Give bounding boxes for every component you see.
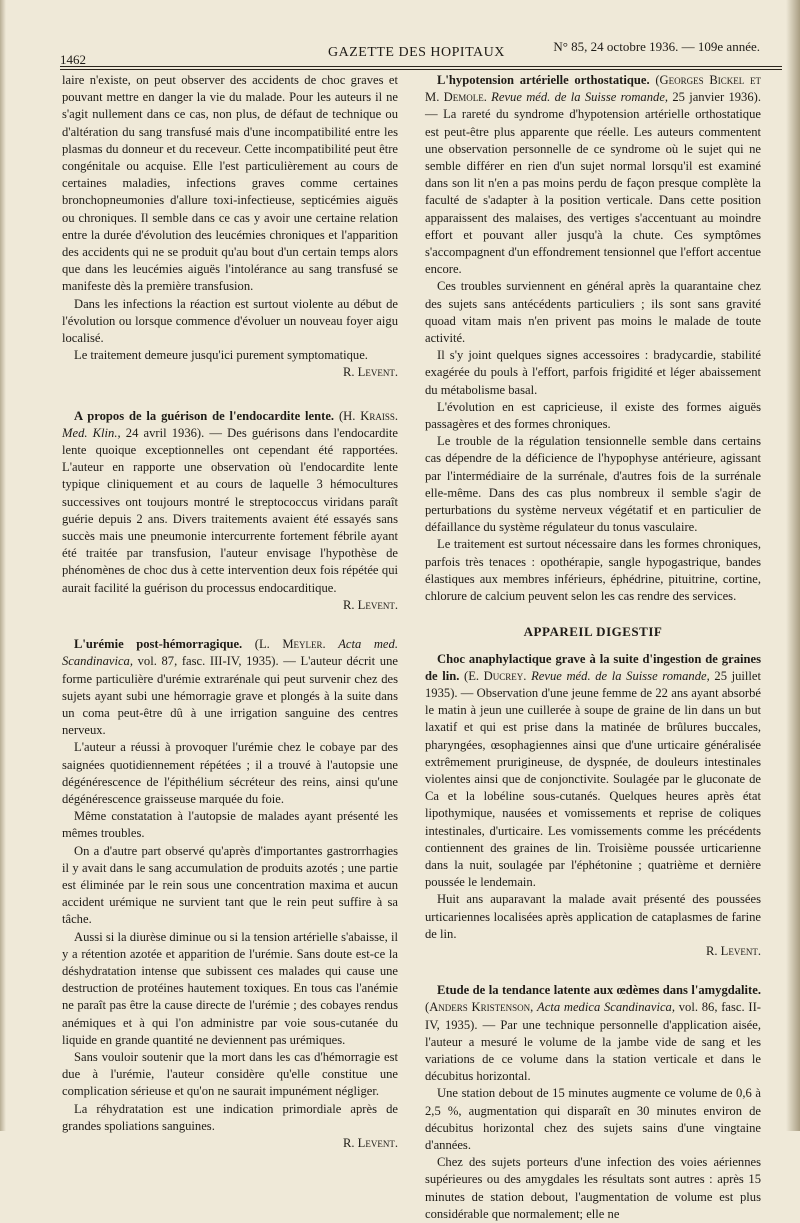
paragraph: La réhydratation est une indication primordiale après de grandes spoliations sanguines. <box>62 1101 398 1133</box>
signature: R. Levent. <box>342 1135 398 1150</box>
journal-title: GAZETTE DES HOPITAUX <box>328 45 505 60</box>
left-column <box>62 72 398 1152</box>
paragraph: La rareté du syndrome d'hypotension artérielle orthostatique est peut-être plus apparente que réelle. Les auteurs commentent une observation personnelle de ce syndrome où le sujet qui ne semble différer en rien d'un sujet normal lorsqu'il est examiné dans son lit n'en a pas moins perdu de façon presque complète la faculté de s'adapter à la position verticale. Dans cette position apparaissent des malaises, des vertiges s'accentuant au moindre effort et pouvant aller jusqu'à la chute. Ces symptômes s'accompagnent d'un effondrement tensionnel que l'effort accentue encore. <box>425 107 761 277</box>
article-ref: 24 avril 1936). — <box>125 425 222 440</box>
article-journal: Acta medica Scandinavica, <box>537 1000 675 1015</box>
paragraph: Par une technique personnelle d'application aisée, l'auteur a mesuré le volume de la jambe vide de sang et les variations de ce volume dans la station verticale et dans le décubitus horizontal. <box>425 1017 761 1084</box>
article-ref: vol. 87, fasc. III-IV, 1935). — <box>137 654 296 669</box>
paragraph: Ces troubles surviennent en général après la quarantaine chez des sujets sans antécédents particuliers ; ils sont sans gravité quoad vitam mais n'en privent pas moins le malade de toute activité. <box>425 279 761 346</box>
paragraph: L'auteur décrit une forme particulière d'urémie extrarénale qui peut survenir chez des sujets ayant subi une hémorragie grave et plongés à la suite dans un coma peut-être dû à une irrigation sanguine des centres nerveux. <box>62 654 398 738</box>
article-ref: vol. 86, fasc. II-IV, 1935). — <box>425 1000 761 1032</box>
article-title: L'urémie post-hémorragique. <box>74 637 243 652</box>
paragraph: Huit ans auparavant la malade avait présenté des poussées urticariennes localisées après application de cataplasmes de farine de lin. <box>425 892 761 941</box>
article-title: A propos de la guérison de l'endocardite lente. <box>74 408 335 423</box>
article-title: Choc anaphylactique grave à la suite d'ingestion de graines de lin. <box>425 651 761 683</box>
article-journal: Revue méd. de la Suisse romande, <box>491 90 669 105</box>
header-rule <box>60 66 782 67</box>
article-oedemes <box>425 982 761 1223</box>
issue-info: N° 85, 24 octobre 1936. — 109e année. <box>553 39 760 54</box>
article-lead <box>425 651 761 892</box>
paragraph: Aussi si la diurèse diminue ou si la tension artérielle s'abaisse, il y a rétention azotée et apparition de l'urémie. Sans doute est-ce la déshydratation intense que subissent ces malades qui cause une destruction de protéines hautement toxiques. En tous cas l'anémie ne paraît pas être la cause directe de l'urémie ; des cobayes rendus anémiques et à qui l'on administre par voie sous-cutanée du liquide en grande quantité ne deviennent pas urémiques. <box>62 929 398 1047</box>
running-header <box>60 36 760 66</box>
paragraph: Des guérisons dans l'endocardite lente quoique exceptionnelles ont cependant été rapportées. L'auteur en rapporte une observation où l'endocardite lente typique cliniquement et au cours de laquelle 3 hémocultures successives ont toujours montré le streptococcus viridans paraît guérie depuis 2 ans. Divers traitements avaient été essayés sans succès mais une pneumonie intercurrente fortement fébrile ayant été traitée par transfusion, l'auteur envisage l'hypothèse de phénomènes de choc dus à cette intervention deux fois répétée qui aurait facilité la guérison du processus endocarditique. <box>62 425 398 595</box>
right-column <box>425 72 761 1223</box>
article-author: (L. Meyler. <box>254 637 326 652</box>
paragraph: laire n'existe, on peut observer des accidents de choc graves et pouvant mettre en danger la vie du malade. Pour les auteurs il ne s'agit nullement dans ce cas, non plus, de défaut de technique ou d'altération du sang transfusé mais d'une incompatibilité entre les plasmas du donneur et du receveur. Cette incompatibilité peut être congénitale ou acquise. Elle l'est particulièrement au cours de certaines maladies, infections graves comme certaines bronchopneumonies d'allure toxi-infectieuse, septicémies aiguës ou chroniques. Il semble dans ce cas y avoir une certaine relation entre la durée d'évolution des leucémies chroniques et l'apparition des accidents qui ne se produit qu'au bout d'un certain temps alors que dans les leucémies aiguës l'intolérance au sang transfusé se manifeste dès la première transfusion. <box>62 73 398 294</box>
article-lead <box>425 72 761 278</box>
signature: R. Levent. <box>342 597 398 612</box>
page-edge-right <box>786 0 800 1131</box>
article-author: (E. Ducrey. <box>464 668 527 683</box>
paragraph: Il s'y joint quelques signes accessoires : bradycardie, stabilité exagérée du pouls à l'effort, parfois frigidité et léger abaissement du métabolisme basal. <box>425 348 761 397</box>
paragraph: L'auteur a réussi à provoquer l'urémie chez le cobaye par des saignées quotidiennement répétées ; il a trouvé à l'autopsie une dégénérescence de l'épithélium sécréteur des reins, ainsi qu'une dégénérescence graisseuse marquée du foie. <box>62 740 398 806</box>
header-rule-2 <box>60 69 782 70</box>
article-lead <box>62 408 398 597</box>
article-author: (H. Kraiss. <box>338 408 398 423</box>
paragraph: Le trouble de la régulation tensionnelle semble dans certains cas dépendre de la déficience de l'hypophyse antérieure, agissant par l'intermédiaire de la surrénale, d'autres fois de la surrénale elle-même. Dans des cas plus nombreux il semble s'agir de perturbations du système nerveux végétatif et en particulier de défaillance du système régulateur du tonus vasculaire. <box>425 434 761 535</box>
article-endocardite <box>62 408 398 614</box>
paragraph: Sans vouloir soutenir que la mort dans les cas d'hémorragie est due à l'urémie, l'auteur considère qu'elle constitue une complication sérieuse et qu'on ne saurait impunément négliger. <box>62 1049 398 1099</box>
article-hypotension <box>425 72 761 605</box>
article-journal: Med. Klin., <box>62 425 121 440</box>
paragraph: Chez des sujets porteurs d'une infection des voies aériennes supérieures ou des amygdales les résultats sont autres : après 15 minutes de station debout, l'augmentation de volume est plus considérable que normalement; elle ne <box>425 1155 761 1221</box>
signature: R. Levent. <box>342 365 398 380</box>
continued-article <box>62 72 398 382</box>
article-choc-anaphylactique <box>425 651 761 961</box>
article-author: (Georges Bickel et M. Demole. <box>425 73 761 105</box>
paragraph: Le traitement demeure jusqu'ici purement symptomatique. <box>74 348 368 363</box>
article-lead <box>425 982 761 1085</box>
paragraph: Dans les infections la réaction est surtout violente au début de l'évolution ou lorsque commence d'évoluer un nouveau foyer aigu localisé. <box>62 296 398 346</box>
paragraph: L'évolution en est capricieuse, il existe des formes aiguës passagères et des formes chroniques. <box>425 399 761 432</box>
article-author: (Anders Kristenson, <box>425 1000 534 1015</box>
article-title: L'hypotension artérielle orthostatique. <box>437 73 650 87</box>
article-journal: Acta med. Scandinavica, <box>62 637 398 669</box>
article-ref: 25 juillet 1935). — <box>425 668 761 700</box>
signature: R. Levent. <box>705 943 761 958</box>
section-heading: APPAREIL DIGESTIF <box>523 624 663 640</box>
article-journal: Revue méd. de la Suisse romande, <box>531 668 710 683</box>
article-uremie <box>62 636 398 1152</box>
paragraph: Observation d'une jeune femme de 22 ans ayant absorbé le matin à jeun une cuillerée à soupe de graine de lin dans un but laxatif et qui est prise dans la matinée de brûlures buccales, pharyngées, œsophagiennes ainsi que d'une urticaire généralisée extrêmement prurigineuse, de dyspnée, de douleurs intestinales violentes ainsi que de conjonctivite. Soulagée par le gluconate de Ca et la lobéline sous-cutanés. Quelques heures après état lipothymique, nausées et vomissements et reprise de coliques intestinales, d'urticaire. Les vomissements comme les précédents contiennent des graines de lin. Troisième poussée urticarienne dans la nuit, soulagée par l'éphétonine ; quatrième et dernière poussée le lendemain. <box>425 685 761 890</box>
article-lead <box>62 636 398 739</box>
paragraph: Même constatation à l'autopsie de malades ayant présenté les mêmes troubles. <box>62 809 398 841</box>
paragraph: Une station debout de 15 minutes augmente ce volume de 0,6 à 2,5 %, augmentation qui disparaît en 30 minutes environ de décubitus horizontal chez des sujets sains d'une vingtaine d'années. <box>425 1086 761 1152</box>
paragraph: Le traitement est surtout nécessaire dans les formes chroniques, parfois très tenaces : opothérapie, sangle hypogastrique, bandes élastiques aux membres inférieurs, éphédrine, pituitrine, cortine, chlorure de calcium peuvent selon les cas rendre des services. <box>425 537 761 604</box>
paragraph: On a d'autre part observé qu'après d'importantes gastrorrhagies il y avait dans le sang accumulation de produits azotés ; une partie est éliminée par le rein sous une concentration maxima et aucun accident urémique ne survient tant que le rein peut suffire à sa tâche. <box>62 843 398 927</box>
page-edge-left <box>0 0 6 1131</box>
page-number: 1462 <box>60 52 86 67</box>
article-title: Etude de la tendance latente aux œdèmes dans l'amygdalite. <box>437 983 761 998</box>
article-ref: 25 janvier 1936). — <box>425 90 761 122</box>
